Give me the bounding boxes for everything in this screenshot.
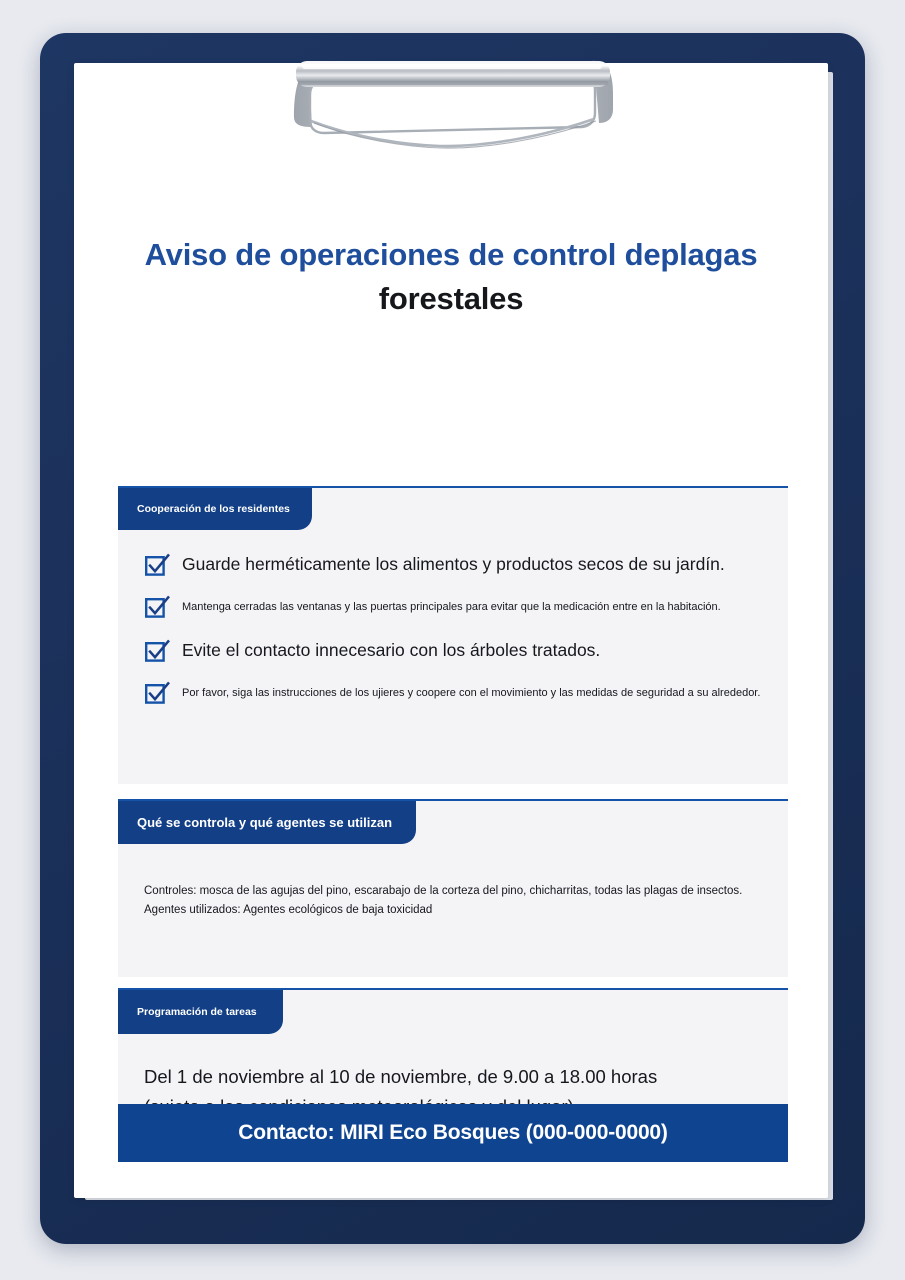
schedule-line-1: Del 1 de noviembre al 10 de noviembre, de 9.00 a 18.00 horas	[144, 1066, 658, 1087]
contact-banner[interactable]: Contacto: MIRI Eco Bosques (000-000-0000)	[118, 1104, 788, 1162]
list-item-label: Por favor, siga las instrucciones de los ujieres y coopere con el movimiento y las medidas de seguridad a su alrededor.	[182, 686, 761, 699]
list-item-label: Mantenga cerradas las ventanas y las puertas principales para evitar que la medicación entre en la habitación.	[182, 600, 721, 613]
controls-body	[118, 844, 788, 919]
page-title-line-1: Aviso de operaciones de control deplagas	[144, 237, 758, 272]
page-title-line-2: forestales	[378, 281, 524, 317]
list-item-label: Evite el contacto innecesario con los árboles tratados.	[182, 640, 601, 661]
list-item[interactable]	[144, 638, 762, 664]
section-controls	[118, 799, 788, 977]
list-item[interactable]	[144, 680, 762, 706]
notice-document	[74, 63, 828, 1198]
list-item[interactable]	[144, 594, 762, 620]
section-cooperation	[118, 486, 788, 784]
checkbox-checked-icon	[144, 594, 170, 620]
page-title	[114, 233, 788, 321]
checkbox-checked-icon	[144, 638, 170, 664]
list-item[interactable]	[144, 552, 762, 578]
list-item-label: Guarde herméticamente los alimentos y productos secos de su jardín.	[182, 554, 725, 575]
checkbox-checked-icon	[144, 552, 170, 578]
section-heading-controls: Qué se controla y qué agentes se utilizan	[118, 801, 416, 844]
controls-line-1: Controles: mosca de las agujas del pino, escarabajo de la corteza del pino, chicharritas, todas las plagas de insectos.	[144, 885, 743, 897]
cooperation-checklist	[118, 530, 788, 706]
section-heading-cooperation: Cooperación de los residentes	[118, 488, 312, 530]
controls-line-2: Agentes utilizados: Agentes ecológicos de baja toxicidad	[144, 903, 433, 916]
checkbox-checked-icon	[144, 680, 170, 706]
section-heading-schedule: Programación de tareas	[118, 990, 283, 1034]
